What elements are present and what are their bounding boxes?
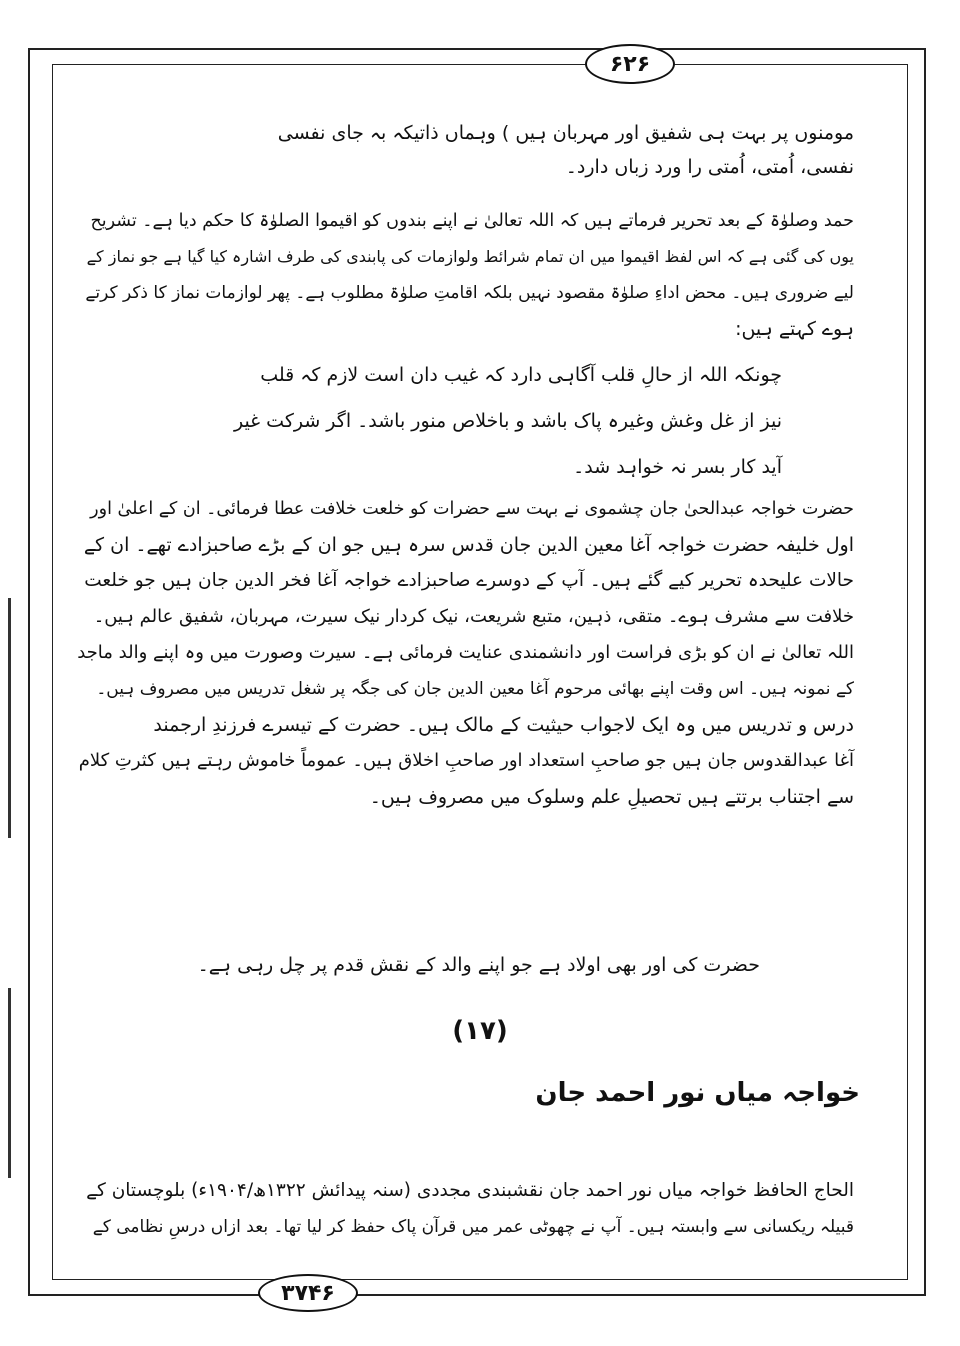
paragraph-line: الحاج الحافظ خواجہ میاں نور احمد جان نقشبندی مجددی (سنہ پیدائش ۱۳۲۲ھ/۱۹۰۴ء) بلوچستان کے: [86, 1180, 854, 1201]
paragraph-line: حضرت کی اور بھی اولاد ہے جو اپنے والد کے نقش قدم پر چل رہی ہے۔: [197, 954, 760, 976]
chapter-number: (۱۷): [452, 1016, 508, 1046]
poem-line: نیز از غل وغش وغیرہ پاک باشد و باخلاص منور باشد۔ اگر شرکت غیر: [233, 410, 782, 432]
page-number-bottom: ۳۷۴۶: [258, 1274, 358, 1312]
paragraph-line: حالات علیحدہ تحریر کیے گئے ہیں۔ آپ کے دوسرے صاحبزادے خواجہ آغا فخر الدین جان ہیں جو خلعت: [84, 570, 854, 591]
poem-line: چونکہ اللہ از حالِ قلب آگاہی دارد کہ غیب دان است لازم کہ قلب: [260, 364, 782, 386]
paragraph-line: ہوے کہتے ہیں:: [735, 318, 854, 340]
paragraph-line: اول خلیفہ حضرت خواجہ آغا معین الدین جان قدس سرہ ہیں جو ان کے بڑے صاحبزادے تھے۔ ان کے: [83, 534, 854, 556]
paragraph-line: سے اجتناب برتتے ہیں تحصیلِ علم وسلوک میں مصروف ہیں۔: [369, 786, 854, 808]
paragraph-line: قبیلہ ریکسانی سے وابستہ ہیں۔ آپ نے چھوٹی عمر میں قرآن پاک حفظ کر لیا تھا۔ بعد ازاں درسِ نظامی کے: [92, 1217, 854, 1237]
verse-line: مومنوں پر بہت ہی شفیق اور مہربان ہیں ) وہماں ذاتیکہ بہ جای نفسی: [277, 122, 854, 144]
paragraph-line: یوں کی گئی ہے کہ اس لفظ اقیموا میں ان تمام شرائط ولوازمات کی پابندی کی طرف اشارہ کیا گیا ہے جو نماز کے: [86, 247, 854, 266]
paragraph-line: آغا عبدالقدوس جان ہیں جو صاحبِ استعداد اور صاحبِ اخلاق ہیں۔ عموماً خاموش رہتے ہیں کثرتِ کلام: [78, 750, 854, 771]
paragraph-line: کے نمونہ ہیں۔ اس وقت اپنے بھائی مرحوم آغا معین الدین جان کی جگہ پر شغل تدریس میں مصروف ہیں۔: [96, 679, 854, 699]
paragraph-line: خلافت سے مشرف ہوے۔ متقی، ذہین، متبع شریعت، نیک کردار نیک سیرت، مہربان، شفیق عالم ہیں۔: [93, 606, 854, 627]
paragraph-line: اللہ تعالیٰ نے ان کو بڑی فراست اور دانشمندی عنایت فرمائی ہے۔ سیرت وصورت میں وہ اپنے والد ماجد: [77, 642, 854, 663]
paragraph-line: حمد وصلوٰۃ کے بعد تحریر فرماتے ہیں کہ اللہ تعالیٰ نے اپنے بندوں کو اقیموا الصلوٰۃ کا حکم دیا ہے۔ تشریح: [90, 211, 854, 231]
poem-line: آید کار بسر نہ خواہد شد۔: [573, 456, 782, 478]
section-heading: خواجہ میاں نور احمد جان: [535, 1078, 860, 1108]
paragraph-line: حضرت خواجہ عبدالحیٰ جان چشموی نے بہت سے حضرات کو خلعت خلافت عطا فرمائی۔ ان کے اعلیٰ اور: [90, 499, 854, 519]
verse-line: نفسی، اُمتی، اُمتی را ورد زباں دارد۔: [565, 156, 854, 178]
page-number-top: ۶۲۶: [585, 44, 675, 84]
margin-mark: [8, 988, 11, 1178]
margin-mark: [8, 598, 11, 838]
paragraph-line: درس و تدریس میں وہ ایک لاجواب حیثیت کے مالک ہیں۔ حضرت کے تیسرے فرزندِ ارجمند: [153, 714, 854, 736]
paragraph-line: لیے ضروری ہیں۔ محض اداءِ صلوٰۃ مقصود نہیں بلکہ اقامتِ صلوٰۃ مطلوب ہے۔ پھر لوازمات نماز کا ذکر کرتے: [85, 283, 854, 303]
